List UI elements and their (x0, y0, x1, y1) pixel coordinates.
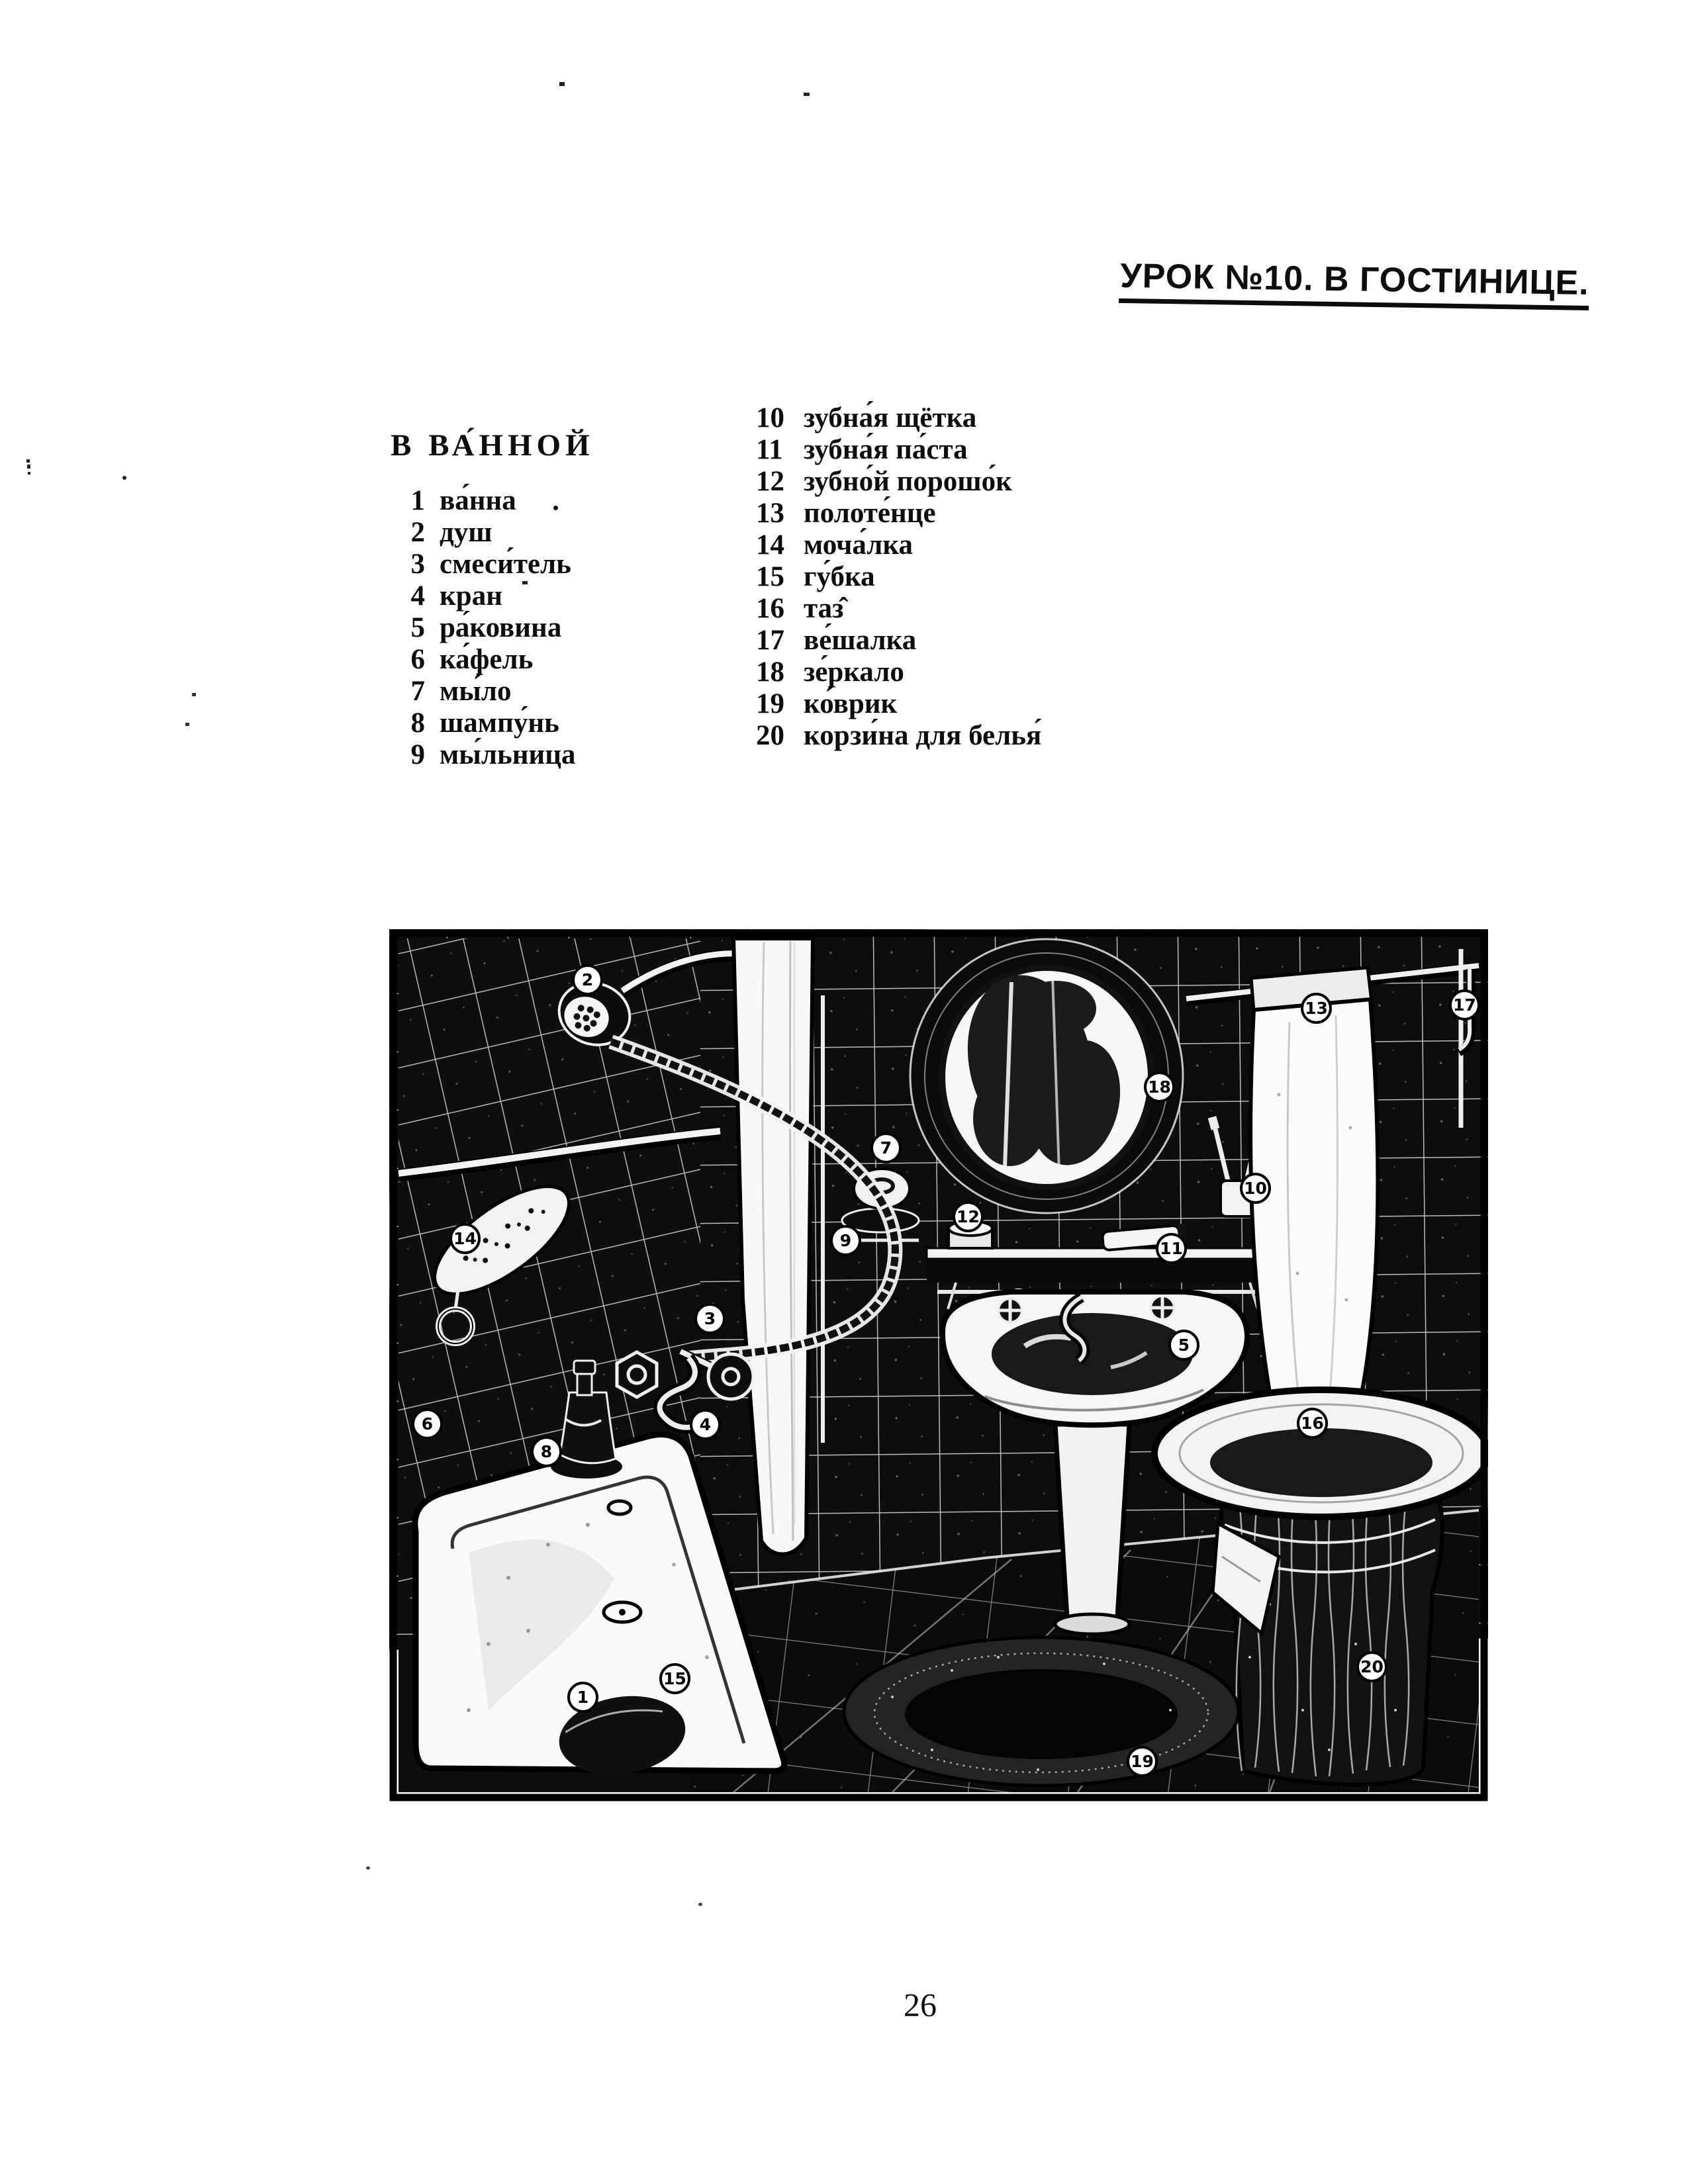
scan-speck (26, 459, 30, 463)
vocab-item: 9 мы́льница (410, 739, 576, 770)
rug (844, 1637, 1239, 1786)
vocab-item: 8 шампу́нь (410, 707, 559, 739)
illustration-marker-5: 5 (1168, 1330, 1199, 1361)
vocab-item: 5 ра́ковина (410, 612, 562, 643)
illustration-marker-2: 2 (572, 964, 603, 995)
vocab-list-left (409, 484, 576, 770)
scan-speck (27, 465, 30, 469)
illustration-marker-4: 4 (690, 1409, 721, 1440)
vocab-item: 4 кран (410, 580, 502, 612)
illustration-marker-11: 11 (1156, 1233, 1187, 1264)
illustration-marker-9: 9 (830, 1225, 861, 1256)
scan-speck (122, 476, 126, 480)
vocab-item: 1 ва́нна (410, 484, 516, 516)
illustration-marker-8: 8 (531, 1436, 562, 1467)
illustration-marker-15: 15 (659, 1663, 690, 1694)
vocab-list-right (756, 402, 1041, 751)
illustration-marker-12: 12 (953, 1201, 984, 1232)
vocab-item: 2 душ (410, 516, 492, 548)
illustration-marker-19: 19 (1127, 1746, 1158, 1777)
vocab-item: 6 ка́фель (410, 643, 534, 675)
illustration-marker-16: 16 (1297, 1408, 1328, 1439)
vocab-item: 17 ве́шалка (756, 624, 917, 656)
vocab-item: 18 зе́ркало (756, 656, 904, 688)
lesson-header: УРОК №10. В ГОСТИНИЦЕ. (1119, 256, 1589, 310)
wash-basin (1154, 1390, 1488, 1517)
bathroom-illustration (389, 929, 1488, 1801)
illustration-marker-13: 13 (1301, 993, 1332, 1024)
vocab-item: 13 полоте́нце (756, 497, 936, 529)
vocab-item: 20 корзи́на для белья́ (756, 719, 1042, 751)
vocab-item: 19 ко́врик (756, 688, 898, 719)
scan-speck (559, 82, 565, 86)
illustration-marker-3: 3 (694, 1303, 726, 1334)
vocab-heading: В ВА́ННОЙ (391, 428, 594, 463)
vocab-item: 3 смеси́тель (410, 548, 571, 580)
illustration-marker-1: 1 (567, 1682, 598, 1713)
illustration-marker-14: 14 (449, 1223, 481, 1254)
illustration-marker-18: 18 (1144, 1071, 1175, 1103)
illustration-marker-17: 17 (1449, 989, 1480, 1021)
scan-speck (28, 472, 30, 475)
page-number: 26 (904, 1986, 937, 2023)
illustration-marker-20: 20 (1356, 1651, 1387, 1682)
scan-speck (804, 93, 810, 96)
illustration-marker-10: 10 (1240, 1173, 1271, 1204)
vocab-item: 7 мы́ло (410, 675, 512, 707)
bathroom-illustration-svg (389, 929, 1488, 1801)
vocab-item: 16 таз̂ (756, 592, 844, 624)
vocab-item: 12 зубно́й порошо́к (756, 465, 1012, 497)
illustration-marker-7: 7 (870, 1132, 902, 1163)
scan-speck (366, 1866, 370, 1870)
scan-speck (522, 581, 528, 584)
scan-speck (192, 693, 196, 696)
vocab-item: 14 моча́лка (756, 529, 913, 561)
scan-speck (698, 1903, 702, 1906)
vocab-item: 10 зубна́я щётка (756, 402, 977, 433)
scan-speck (553, 506, 558, 510)
illustration-marker-6: 6 (412, 1408, 443, 1439)
vocab-item: 15 гу́бка (756, 561, 875, 592)
scan-speck (185, 723, 189, 726)
vocab-item: 11 зубна́я па́ста (756, 433, 968, 465)
mirror (910, 939, 1183, 1213)
